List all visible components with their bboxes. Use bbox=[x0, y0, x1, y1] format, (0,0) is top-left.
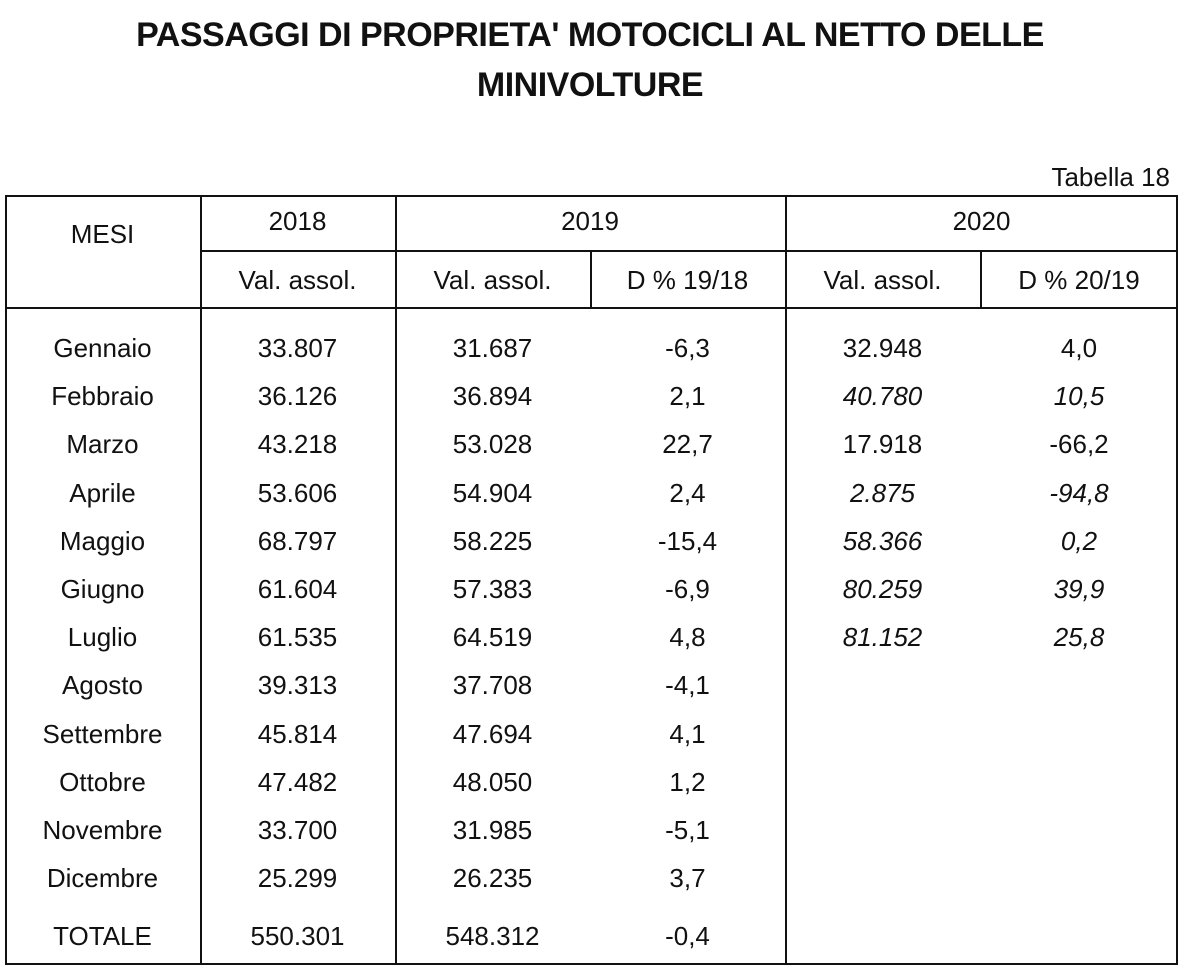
cell-val-2019: 26.235 bbox=[452, 863, 533, 894]
cell-val-2020: 17.918 bbox=[842, 429, 923, 460]
cell-month: Febbraio bbox=[51, 381, 154, 412]
cell-delta-1918: 3,7 bbox=[669, 863, 706, 894]
table-label: Tabella 18 bbox=[1051, 162, 1170, 192]
header-divider bbox=[200, 250, 1178, 252]
cell-delta-1918: 1,2 bbox=[669, 766, 706, 797]
cell-delta-1918: -6,9 bbox=[665, 574, 710, 604]
header-delta-1918: D % 19/18 bbox=[626, 265, 749, 295]
cell-val-2018: 61.604 bbox=[257, 574, 338, 604]
cell-month: Marzo bbox=[66, 429, 139, 460]
cell-val-2019: 58.225 bbox=[452, 525, 533, 556]
cell-val-2018: 47.482 bbox=[257, 766, 338, 797]
cell-delta-1918: 4,8 bbox=[669, 622, 706, 653]
cell-val-2019: 31.687 bbox=[452, 333, 533, 363]
cell-val-2019: 54.904 bbox=[452, 477, 533, 508]
cell-delta-1918: -4,1 bbox=[665, 670, 710, 701]
header-year-2020: 2020 bbox=[952, 206, 1011, 236]
cell-val-2018: 43.218 bbox=[257, 429, 338, 460]
header-val-2019: Val. assol. bbox=[433, 265, 552, 295]
cell-val-2018: 33.700 bbox=[257, 815, 338, 845]
cell-val-2019: 31.985 bbox=[452, 815, 533, 845]
cell-month: Giugno bbox=[60, 574, 145, 604]
header-year-2019: 2019 bbox=[561, 206, 619, 236]
col-divider-3 bbox=[590, 250, 592, 308]
cell-delta-2019: 0,2 bbox=[1060, 525, 1098, 556]
page-title bbox=[0, 10, 1180, 110]
cell-delta-1918: -6,3 bbox=[665, 333, 710, 363]
total-cell-val-2019: 548.312 bbox=[445, 921, 540, 951]
title-line-1: PASSAGGI DI PROPRIETA' MOTOCICLI AL NETTO DELLE bbox=[136, 16, 1044, 54]
cell-val-2018: 36.126 bbox=[257, 381, 338, 412]
cell-val-2020: 80.259 bbox=[842, 574, 923, 604]
cell-delta-1918: -5,1 bbox=[665, 815, 710, 845]
cell-val-2018: 68.797 bbox=[257, 525, 338, 556]
cell-month: Ottobre bbox=[59, 766, 146, 797]
cell-month: Gennaio bbox=[53, 333, 152, 363]
cell-delta-2019: 4,0 bbox=[1060, 333, 1098, 363]
cell-val-2019: 53.028 bbox=[452, 429, 533, 460]
cell-val-2018: 61.535 bbox=[257, 622, 338, 653]
cell-delta-1918: 4,1 bbox=[669, 718, 706, 749]
table-border-top bbox=[5, 195, 1178, 197]
header-delta-2019: D % 20/19 bbox=[1018, 265, 1140, 295]
cell-val-2019: 57.383 bbox=[452, 574, 533, 604]
cell-month: Dicembre bbox=[46, 863, 159, 894]
cell-delta-1918: 22,7 bbox=[662, 429, 713, 460]
table-border-bottom bbox=[5, 963, 1178, 965]
cell-val-2020: 2.875 bbox=[849, 477, 916, 508]
col-divider-5 bbox=[980, 250, 982, 308]
cell-delta-1918: -15,4 bbox=[657, 525, 718, 556]
cell-val-2019: 48.050 bbox=[452, 766, 533, 797]
cell-month: Agosto bbox=[62, 670, 143, 701]
cell-delta-2019: -66,2 bbox=[1049, 429, 1109, 460]
data-table bbox=[5, 195, 1178, 965]
cell-val-2019: 36.894 bbox=[452, 381, 533, 412]
header-val-2020: Val. assol. bbox=[823, 265, 942, 295]
total-cell-month: TOTALE bbox=[53, 921, 152, 951]
cell-delta-1918: 2,4 bbox=[669, 477, 706, 508]
cell-delta-2019: 10,5 bbox=[1053, 381, 1105, 412]
cell-val-2020: 58.366 bbox=[842, 525, 923, 556]
header-months: MESI bbox=[70, 219, 135, 249]
cell-val-2018: 39.313 bbox=[257, 670, 338, 701]
cell-val-2019: 47.694 bbox=[452, 718, 533, 749]
cell-val-2020: 32.948 bbox=[842, 333, 923, 363]
cell-month: Settembre bbox=[42, 718, 163, 749]
cell-val-2018: 25.299 bbox=[257, 863, 338, 894]
cell-month: Aprile bbox=[69, 477, 136, 508]
cell-delta-2019: -94,8 bbox=[1049, 477, 1109, 508]
total-cell-val-2018: 550.301 bbox=[250, 921, 345, 951]
cell-delta-2019: 25,8 bbox=[1053, 622, 1105, 653]
cell-month: Novembre bbox=[42, 815, 163, 845]
cell-val-2019: 64.519 bbox=[452, 622, 533, 653]
cell-delta-2019: 39,9 bbox=[1053, 574, 1105, 604]
total-cell-delta-1918: -0,4 bbox=[665, 921, 710, 951]
header-year-2018: 2018 bbox=[268, 206, 327, 236]
cell-val-2020: 81.152 bbox=[842, 622, 923, 653]
cell-val-2018: 53.606 bbox=[257, 477, 338, 508]
cell-val-2019: 37.708 bbox=[452, 670, 533, 701]
header-val-2018: Val. assol. bbox=[238, 265, 357, 295]
cell-month: Maggio bbox=[59, 525, 146, 556]
cell-val-2018: 33.807 bbox=[257, 333, 338, 363]
cell-val-2018: 45.814 bbox=[257, 718, 338, 749]
cell-val-2020: 40.780 bbox=[842, 381, 923, 412]
title-line-2: MINIVOLTURE bbox=[476, 66, 704, 104]
cell-delta-1918: 2,1 bbox=[669, 381, 706, 412]
cell-month: Luglio bbox=[67, 622, 138, 653]
